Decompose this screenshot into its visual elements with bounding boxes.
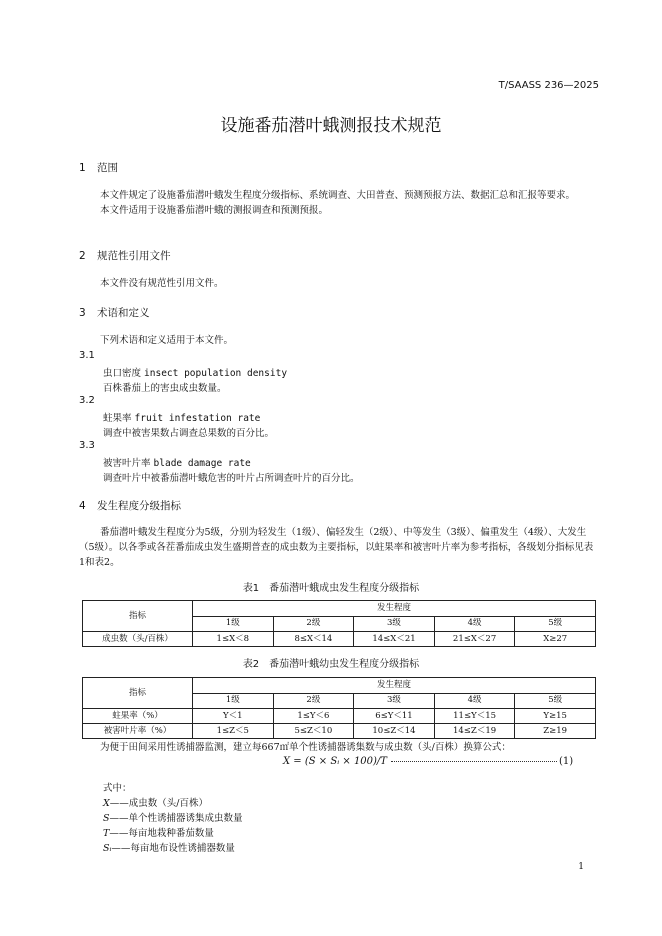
paragraph: 下列术语和定义适用于本文件。 [100, 335, 234, 346]
table-cell: 21≤X＜27 [434, 632, 515, 647]
formula-line [283, 756, 599, 767]
table-cell: 1≤X＜8 [193, 632, 274, 647]
formula-variables [103, 781, 403, 856]
table-cell: 1≤Z＜5 [193, 724, 274, 739]
table-cell: 8≤X＜14 [273, 632, 354, 647]
level-cell: 3级 [354, 693, 435, 709]
section-3-heading [79, 305, 150, 320]
variable-desc: ——单个性诱捕器诱集成虫数量 [109, 813, 243, 824]
row-label: 蛀果率（%） [83, 709, 193, 724]
paragraph: 番茄潜叶蛾发生程度分为5级，分别为轻发生（1级）、偏轻发生（2级）、中等发生（3级）、偏重发生（4级）、大发生（5级）。以各季或各茬番茄成虫发生盛期普查的成虫数为主要指标，以蛀果率和被害叶片率为参考指标，各级划分指标见表1和表2。 [79, 527, 594, 568]
level-cell: 2级 [273, 693, 354, 709]
term-title [103, 365, 287, 379]
variable-item [103, 826, 403, 841]
section-title: 规范性引用文件 [97, 250, 171, 262]
section-number: 2 [79, 250, 86, 262]
level-cell: 5级 [515, 616, 596, 632]
level-cell: 4级 [434, 616, 515, 632]
level-cell: 1级 [193, 616, 274, 632]
table-row [83, 724, 596, 739]
table-header-indicator: 指标 [83, 678, 193, 709]
term-en: fruit infestation rate [134, 413, 261, 424]
section-2-body [79, 276, 599, 291]
leader-dots [391, 761, 557, 762]
section-1-heading [79, 160, 118, 175]
table-header-indicator: 指标 [83, 601, 193, 632]
variable-symbol: T [103, 828, 110, 839]
term-zh: 虫口密度 [103, 368, 142, 379]
section-title: 范围 [97, 162, 118, 174]
level-cell: 1级 [193, 693, 274, 709]
table-1-caption: 表1 番茄潜叶蛾成虫发生程度分级指标 [242, 583, 420, 594]
row-label: 被害叶片率（%） [83, 724, 193, 739]
variable-desc: ——成虫数（头/百株） [109, 798, 208, 809]
table-cell: 6≤Y＜11 [354, 709, 435, 724]
section-2-heading [79, 248, 171, 263]
table-cell: 10≤Z＜14 [354, 724, 435, 739]
term-zh: 蛀果率 [103, 413, 132, 424]
level-cell: 2级 [273, 616, 354, 632]
section-4-body [79, 525, 599, 570]
paragraph: 本文件没有规范性引用文件。 [100, 278, 224, 289]
table-1 [82, 600, 596, 647]
term-number: 3.2 [79, 395, 95, 406]
term-zh: 被害叶片率 [103, 458, 151, 469]
document-title: 设施番茄潜叶蛾测报技术规范 [220, 116, 442, 136]
section-number: 4 [79, 500, 86, 512]
section-title: 发生程度分级指标 [97, 500, 181, 512]
paragraph: 本文件适用于设施番茄潜叶蛾的测报调查和预测预报。 [100, 205, 329, 216]
term-number: 3.3 [79, 440, 95, 451]
term-number: 3.1 [79, 350, 95, 361]
variable-symbol: Sᵢ [103, 843, 112, 854]
section-4-heading [79, 498, 181, 513]
term-en: insect population density [144, 368, 288, 379]
table-cell: 14≤Z＜19 [434, 724, 515, 739]
table-row [83, 632, 596, 647]
section-3-body [79, 333, 599, 348]
row-label: 成虫数（头/百株） [83, 632, 193, 647]
variable-symbol: X [103, 798, 110, 809]
table-row [83, 709, 596, 724]
table-cell: 5≤Z＜10 [273, 724, 354, 739]
table-header-level: 发生程度 [193, 678, 596, 694]
term-definition: 调查中被害果数占调查总果数的百分比。 [103, 428, 275, 439]
table-cell: 1≤Y＜6 [273, 709, 354, 724]
where-label: 式中： [103, 783, 132, 794]
table-cell: 11≤Y＜15 [434, 709, 515, 724]
table-2 [82, 677, 596, 739]
table-header-level: 发生程度 [193, 601, 596, 617]
section-number: 3 [79, 307, 86, 319]
level-cell: 3级 [354, 616, 435, 632]
table-cell: X≥27 [515, 632, 596, 647]
table-cell: 14≤X＜21 [354, 632, 435, 647]
term-title [103, 410, 260, 424]
section-1-body [79, 188, 599, 218]
variable-item [103, 796, 403, 811]
level-cell: 5级 [515, 693, 596, 709]
variable-item [103, 811, 403, 826]
term-title [103, 455, 251, 469]
section-title: 术语和定义 [97, 307, 150, 319]
page-number: 1 [578, 862, 584, 872]
term-definition: 百株番茄上的害虫成虫数量。 [103, 383, 227, 394]
level-cell: 4级 [434, 693, 515, 709]
standard-number: T/SAASS 236—2025 [498, 80, 599, 91]
paragraph: 本文件规定了设施番茄潜叶蛾发生程度分级指标、系统调查、大田普查、预测预报方法、数据汇总和汇报等要求。 [100, 190, 576, 201]
variable-item [103, 841, 403, 856]
table-2-caption: 表2 番茄潜叶蛾幼虫发生程度分级指标 [242, 659, 420, 670]
term-en: blade damage rate [153, 458, 251, 469]
paragraph: 为便于田间采用性诱捕器监测，建立每667㎡单个性诱捕器诱集数与成虫数（头/百株）换算公式： [100, 742, 511, 753]
formula-intro [79, 740, 604, 755]
formula-number: (1) [558, 756, 574, 767]
variable-desc: ——每亩地栽种番茄数量 [109, 828, 214, 839]
table-cell: Y≥15 [515, 709, 596, 724]
variable-desc: ——每亩地布设性诱捕器数量 [111, 843, 235, 854]
formula-expression: X = (S × Sᵢ × 100)/T [283, 756, 387, 767]
table-cell: Z≥19 [515, 724, 596, 739]
variable-symbol: S [103, 813, 110, 824]
section-number: 1 [79, 162, 86, 174]
term-definition: 调查叶片中被番茄潜叶蛾危害的叶片占所调查叶片的百分比。 [103, 473, 360, 484]
table-cell: Y＜1 [193, 709, 274, 724]
